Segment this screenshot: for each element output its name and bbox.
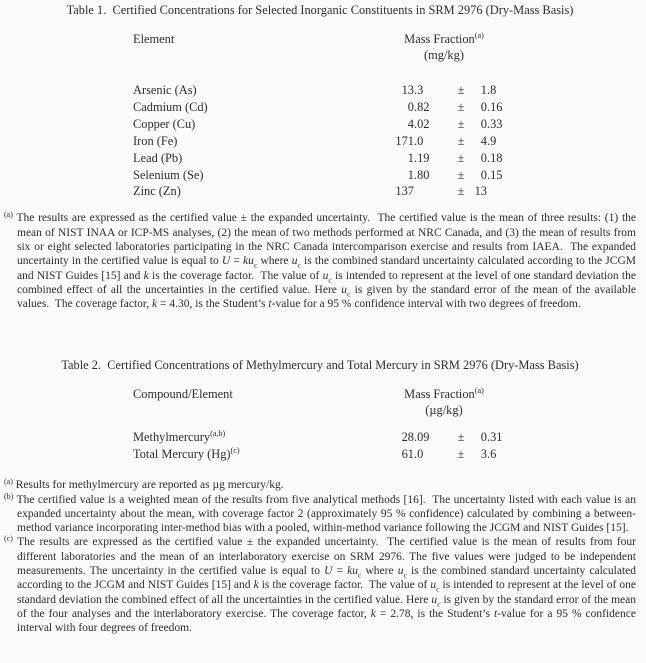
table1-header-row bbox=[133, 31, 636, 63]
table-row bbox=[133, 150, 636, 167]
uncertainty-cell: 0 .16 bbox=[480, 99, 503, 114]
footnote bbox=[4, 211, 636, 311]
compound-cell: Methylmercury$^{(a,b)}$ bbox=[133, 429, 226, 445]
table2-compound-column-header: Compound/Element bbox=[133, 387, 233, 402]
table-row bbox=[133, 446, 636, 463]
table2-title: Table 2. Certified Concentrations of Methylmercury and Total Mercury in SRM 2976 (Dry-Mass Basis) bbox=[61, 358, 579, 373]
value-cell: 137 bbox=[395, 184, 414, 199]
footnote-marker: (b) bbox=[4, 491, 14, 501]
value-cell: 61 .0 bbox=[401, 447, 424, 462]
value-cell: 28 .09 bbox=[401, 430, 430, 445]
plus-minus-symbol: ± bbox=[457, 447, 465, 462]
footnote bbox=[4, 535, 636, 635]
plus-minus-symbol: ± bbox=[457, 99, 465, 114]
plus-minus-symbol: ± bbox=[457, 150, 465, 165]
mass-fraction-unit: (µg/kg) bbox=[425, 403, 463, 418]
plus-minus-symbol: ± bbox=[457, 133, 465, 148]
uncertainty-cell: 1 .8 bbox=[480, 83, 497, 97]
table2-mass-fraction-column-header bbox=[381, 386, 507, 418]
compound-cell: Total Mercury $(Hg)^{(c)}$ bbox=[133, 446, 240, 462]
element-cell: Iron (Fe) bbox=[133, 133, 178, 148]
uncertainty-cell: 13 bbox=[474, 184, 487, 199]
table1-section bbox=[4, 3, 636, 311]
table-row bbox=[133, 429, 636, 446]
element-cell: Zinc (Zn) bbox=[133, 184, 181, 199]
value-cell: 171 .0 bbox=[395, 133, 424, 148]
table1-footnotes bbox=[4, 211, 636, 311]
table2-body bbox=[4, 429, 636, 463]
value-cell: 4 .02 bbox=[407, 116, 430, 131]
footnote bbox=[4, 493, 636, 536]
element-cell: Copper (Cu) bbox=[133, 116, 196, 131]
uncertainty-cell: 0 .33 bbox=[480, 116, 503, 131]
plus-minus-symbol: ± bbox=[457, 430, 465, 445]
table-row bbox=[133, 116, 636, 133]
footnote-text: The results are expressed as the certified value ± the expanded uncertainty. The certified value is the mean of results from four different laboratories and the mean of an interlaboratory exercise on SRM 2976. The five values were judged to be independent measurements. The uncertainty in the certified value is equal to $U = ku_c$ where $u_c$ is the combined standard uncertainty calculated according to the JCGM and NIST Guides [15] and k is the coverage factor. The value of $u_c$ is intended to represent at the level of one standard deviation the combined effect of all the uncertainties in the certified value. Here $u_c$ is given by the standard error of the mean of the four analyses and the interlaboratory exercise. The coverage factor, k = 2.78, is the Student’s t-value for a 95 % confidence interval with four degrees of freedom. bbox=[17, 536, 637, 635]
mass-fraction-label: Mass Fraction$^{(a)}$ bbox=[404, 386, 484, 402]
table2-footnotes bbox=[4, 478, 636, 635]
footnote-text: The results are expressed as the certified value ± the expanded uncertainty. The certified value is the mean of three results: (1) the mean of NIST INAA or ICP-MS analyses, (2) the mean of two methods performed at NRC Canada, and (3) the mean of results from six or eight selected laboratories participating in the NRC Canada intercomparison exercise and results from IAEA. The expanded uncertainty in the certified value is equal to $U = ku_c$ where $u_c$ is the combined standard uncertainty calculated according to the JCGM and NIST Guides [15] and k is the coverage factor. The value of $u_c$ is intended to represent at the level of one standard deviation the combined effect of all the uncertainties in the certified value. Here $u_c$ is given by the standard error of the mean of the available values. The coverage factor, k = 4.30, is the Student’s t-value for a 95 % confidence interval with two degrees of freedom. bbox=[16, 212, 637, 311]
element-cell: Lead (Pb) bbox=[133, 150, 183, 165]
uncertainty-cell: 3 .6 bbox=[480, 447, 497, 462]
plus-minus-symbol: ± bbox=[457, 184, 465, 199]
plus-minus-symbol: ± bbox=[457, 167, 465, 182]
plus-minus-symbol: ± bbox=[457, 116, 465, 131]
table-row bbox=[133, 82, 636, 99]
mass-fraction-label: Mass Fraction$^{(a)}$ bbox=[404, 30, 484, 46]
uncertainty-cell: 0 .15 bbox=[480, 167, 503, 182]
element-cell: Cadmium (Cd) bbox=[133, 99, 208, 114]
table-row bbox=[133, 133, 636, 150]
footnote-marker: (c) bbox=[4, 534, 13, 544]
footnote-marker: (a) bbox=[4, 210, 13, 220]
uncertainty-cell: 4 .9 bbox=[480, 133, 497, 148]
value-cell: 0 .82 bbox=[407, 99, 430, 114]
footnote-text: Results for methylmercury are reported as µg mercury/kg. bbox=[15, 479, 284, 492]
plus-minus-symbol: ± bbox=[457, 83, 465, 97]
table1-element-column-header: Element bbox=[133, 32, 175, 46]
uncertainty-cell: 0 .18 bbox=[480, 150, 503, 165]
table-row bbox=[133, 183, 636, 200]
table2-header-row bbox=[133, 386, 636, 418]
element-cell: Arsenic (As) bbox=[133, 83, 197, 97]
value-cell: 13 .3 bbox=[401, 83, 424, 97]
table1-title: Table 1. Certified Concentrations for Selected Inorganic Constituents in SRM 2976 (Dry-Mass Basis) bbox=[66, 3, 574, 17]
table1-mass-fraction-column-header bbox=[381, 31, 507, 63]
footnote-text: The certified value is a weighted mean of the results from five analytical methods [16]. The uncertainty listed with each value is an expanded uncertainty about the mean, with coverage factor 2 (approximately 95 % confidence) calculated by combining a between-method variance incorporating inter-method bias with a pooled, within-method variance following the JCGM and NIST Guides [15]. bbox=[16, 493, 636, 535]
footnote-marker: (a) bbox=[4, 477, 13, 487]
mass-fraction-unit: (mg/kg) bbox=[424, 48, 464, 62]
table-row bbox=[133, 167, 636, 184]
element-cell: Selenium (Se) bbox=[133, 167, 204, 182]
uncertainty-cell: 0 .31 bbox=[480, 430, 503, 445]
footnote bbox=[4, 478, 636, 492]
value-cell: 1 .19 bbox=[407, 150, 430, 165]
table1-body bbox=[4, 82, 636, 200]
table2-section bbox=[4, 358, 636, 635]
table-row bbox=[133, 99, 636, 116]
value-cell: 1 .80 bbox=[407, 167, 430, 182]
